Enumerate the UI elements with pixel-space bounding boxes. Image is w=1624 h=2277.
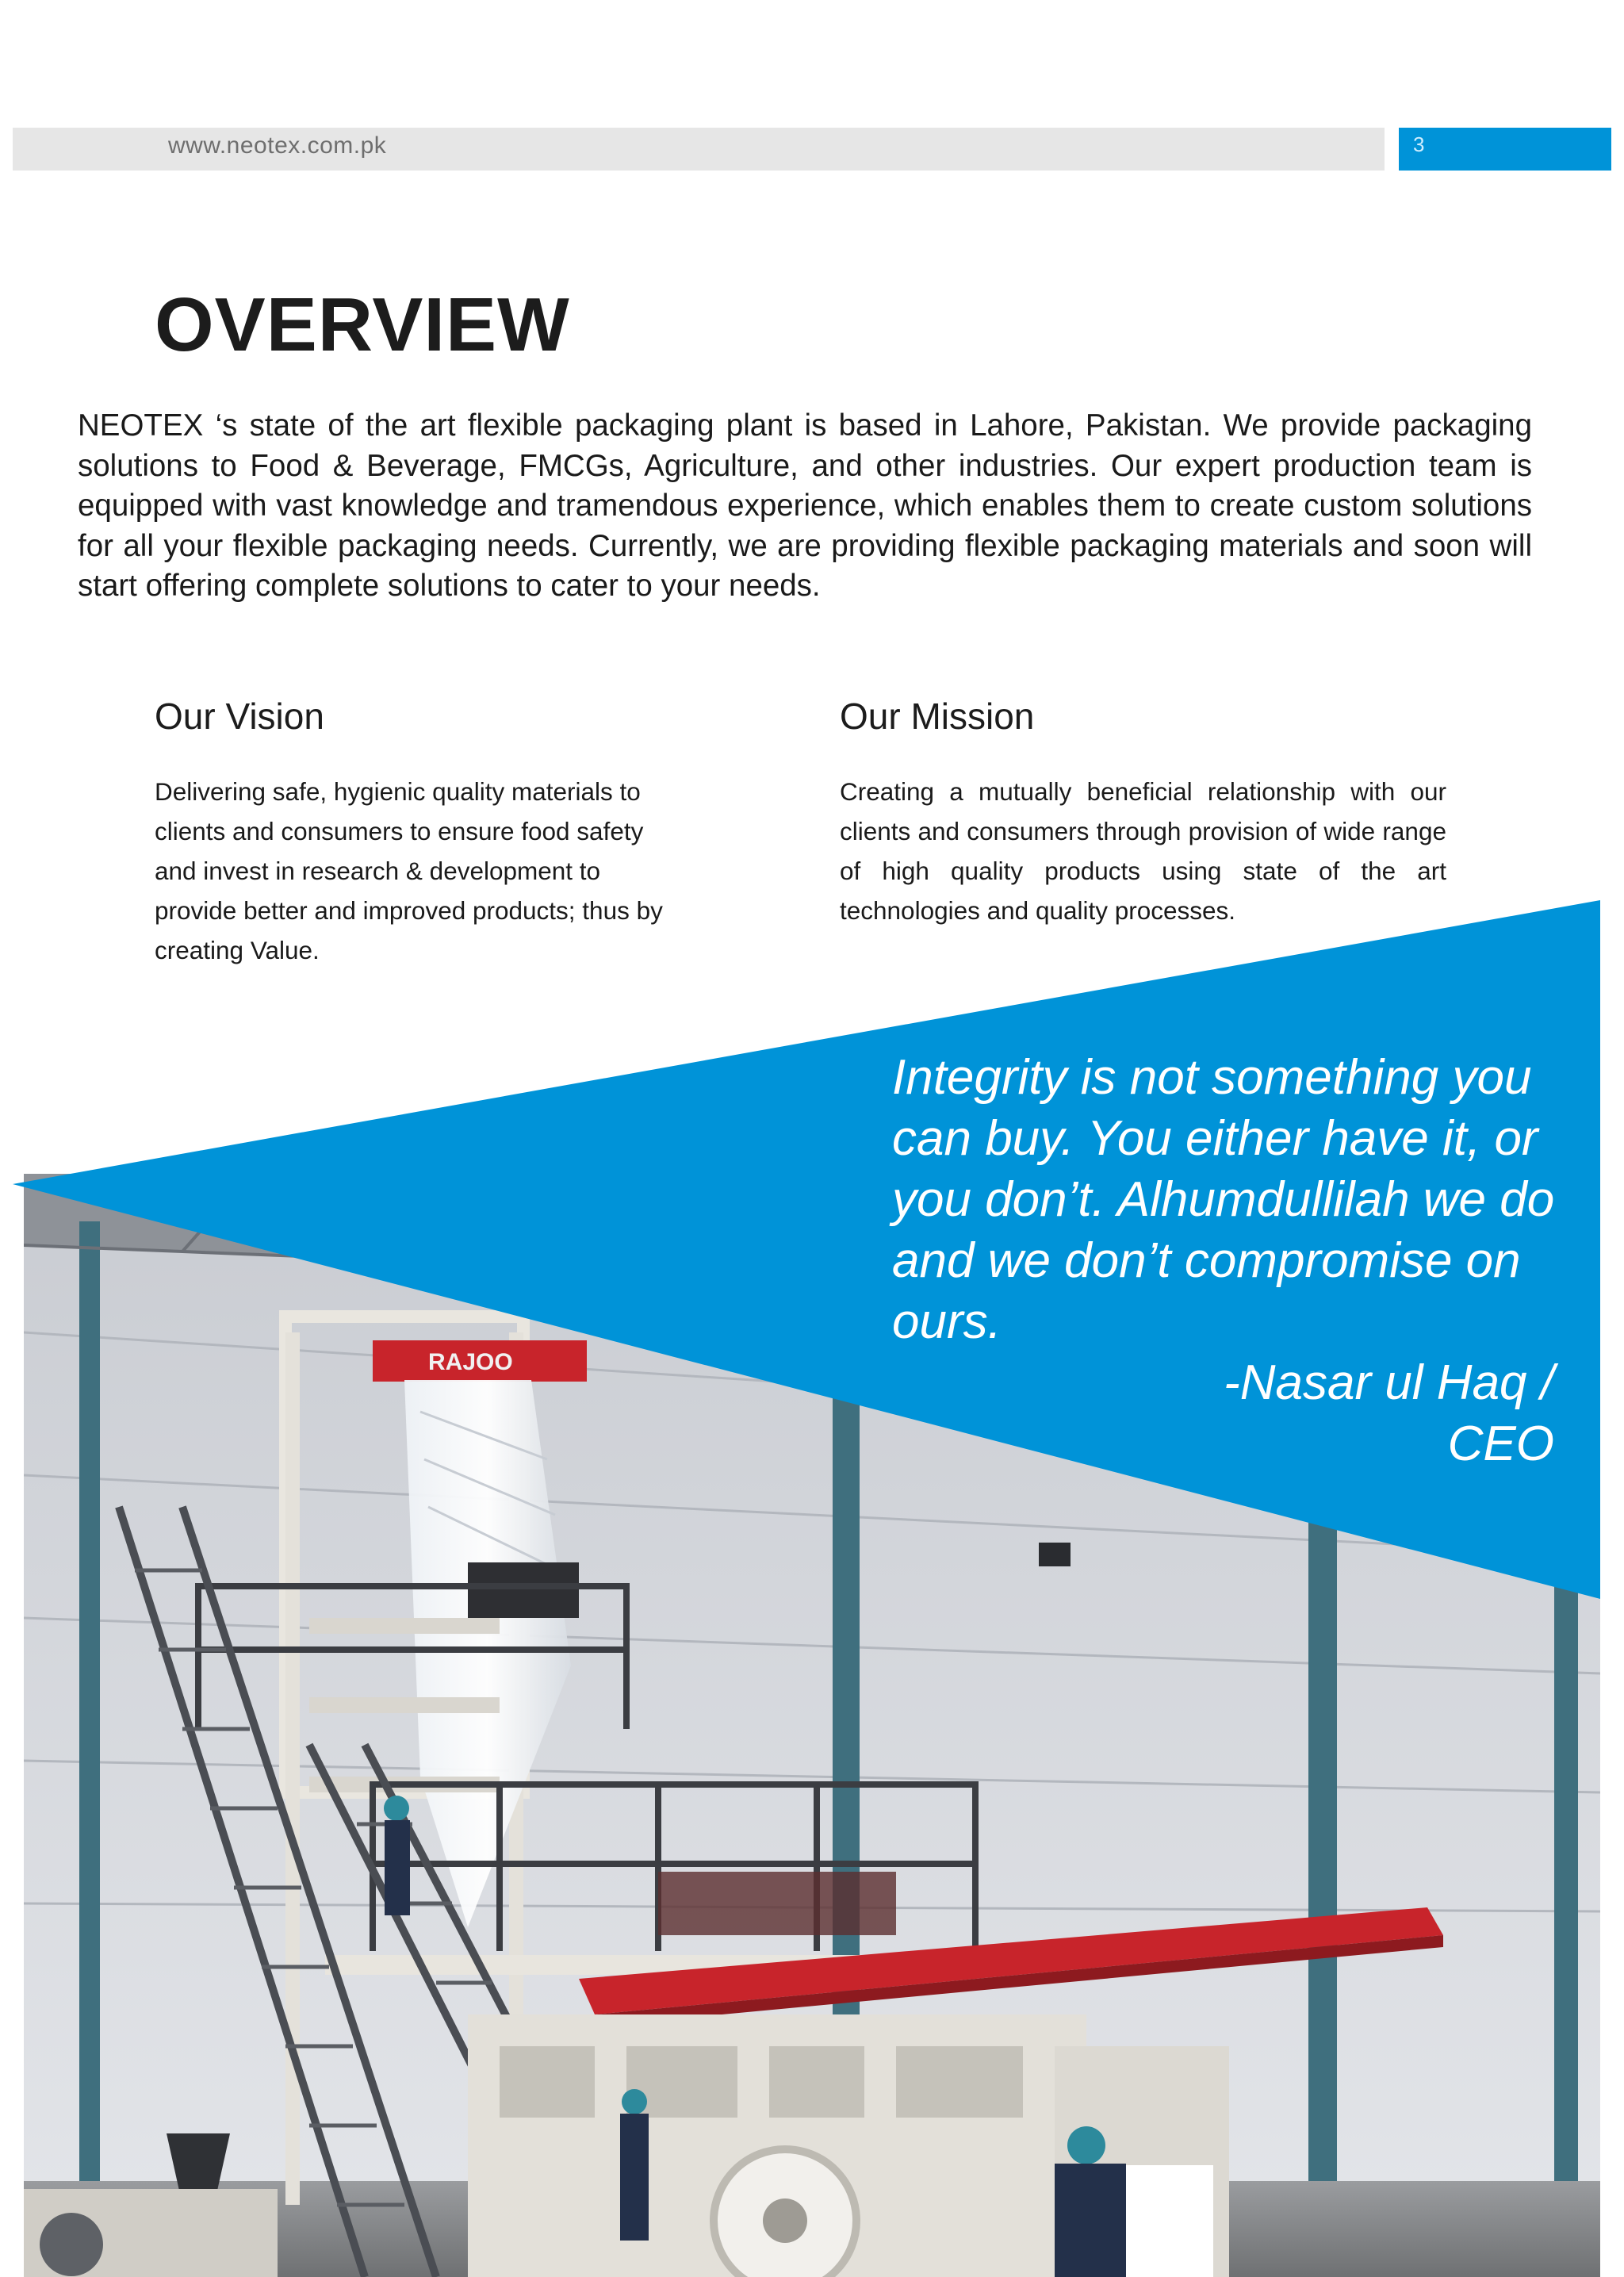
page-title: OVERVIEW xyxy=(155,282,570,367)
vision-heading: Our Vision xyxy=(155,696,324,737)
machine-brand-label: RAJOO xyxy=(428,1349,513,1375)
page-number: 3 xyxy=(1413,132,1425,156)
intro-paragraph: NEOTEX ‘s state of the art flexible packaging plant is based in Lahore, Pakistan. We provide packaging solutions to Food & Beverage, FMCGs, Agriculture, and other industries. Our expert production team is equipped with vast knowledge and tramendous experience, which enables them to create custom solutions for all your flexible packaging needs. Currently, we are providing flexible packaging materials and soon will start offering complete solutions to cater to your needs. xyxy=(78,408,1532,603)
website-url[interactable]: www.neotex.com.pk xyxy=(168,132,387,159)
quote-author: -Nasar ul Haq / CEO xyxy=(1224,1355,1554,1471)
ceo-quote: Integrity is not something you can buy. You either have it, or you don’t. Alhumdullilah we do and we don’t compromise on ours. xyxy=(892,1050,1555,1349)
vision-text: Delivering safe, hygienic quality materials to clients and consumers to ensure food safety and invest in research & development to provide better and improved products; thus by creating Value. xyxy=(155,777,663,964)
mission-text: Creating a mutually beneficial relationship with our clients and consumers through provision of wide range of high quality products using state of the art technologies and quality processes. xyxy=(840,777,1446,925)
mission-heading: Our Mission xyxy=(840,696,1035,737)
